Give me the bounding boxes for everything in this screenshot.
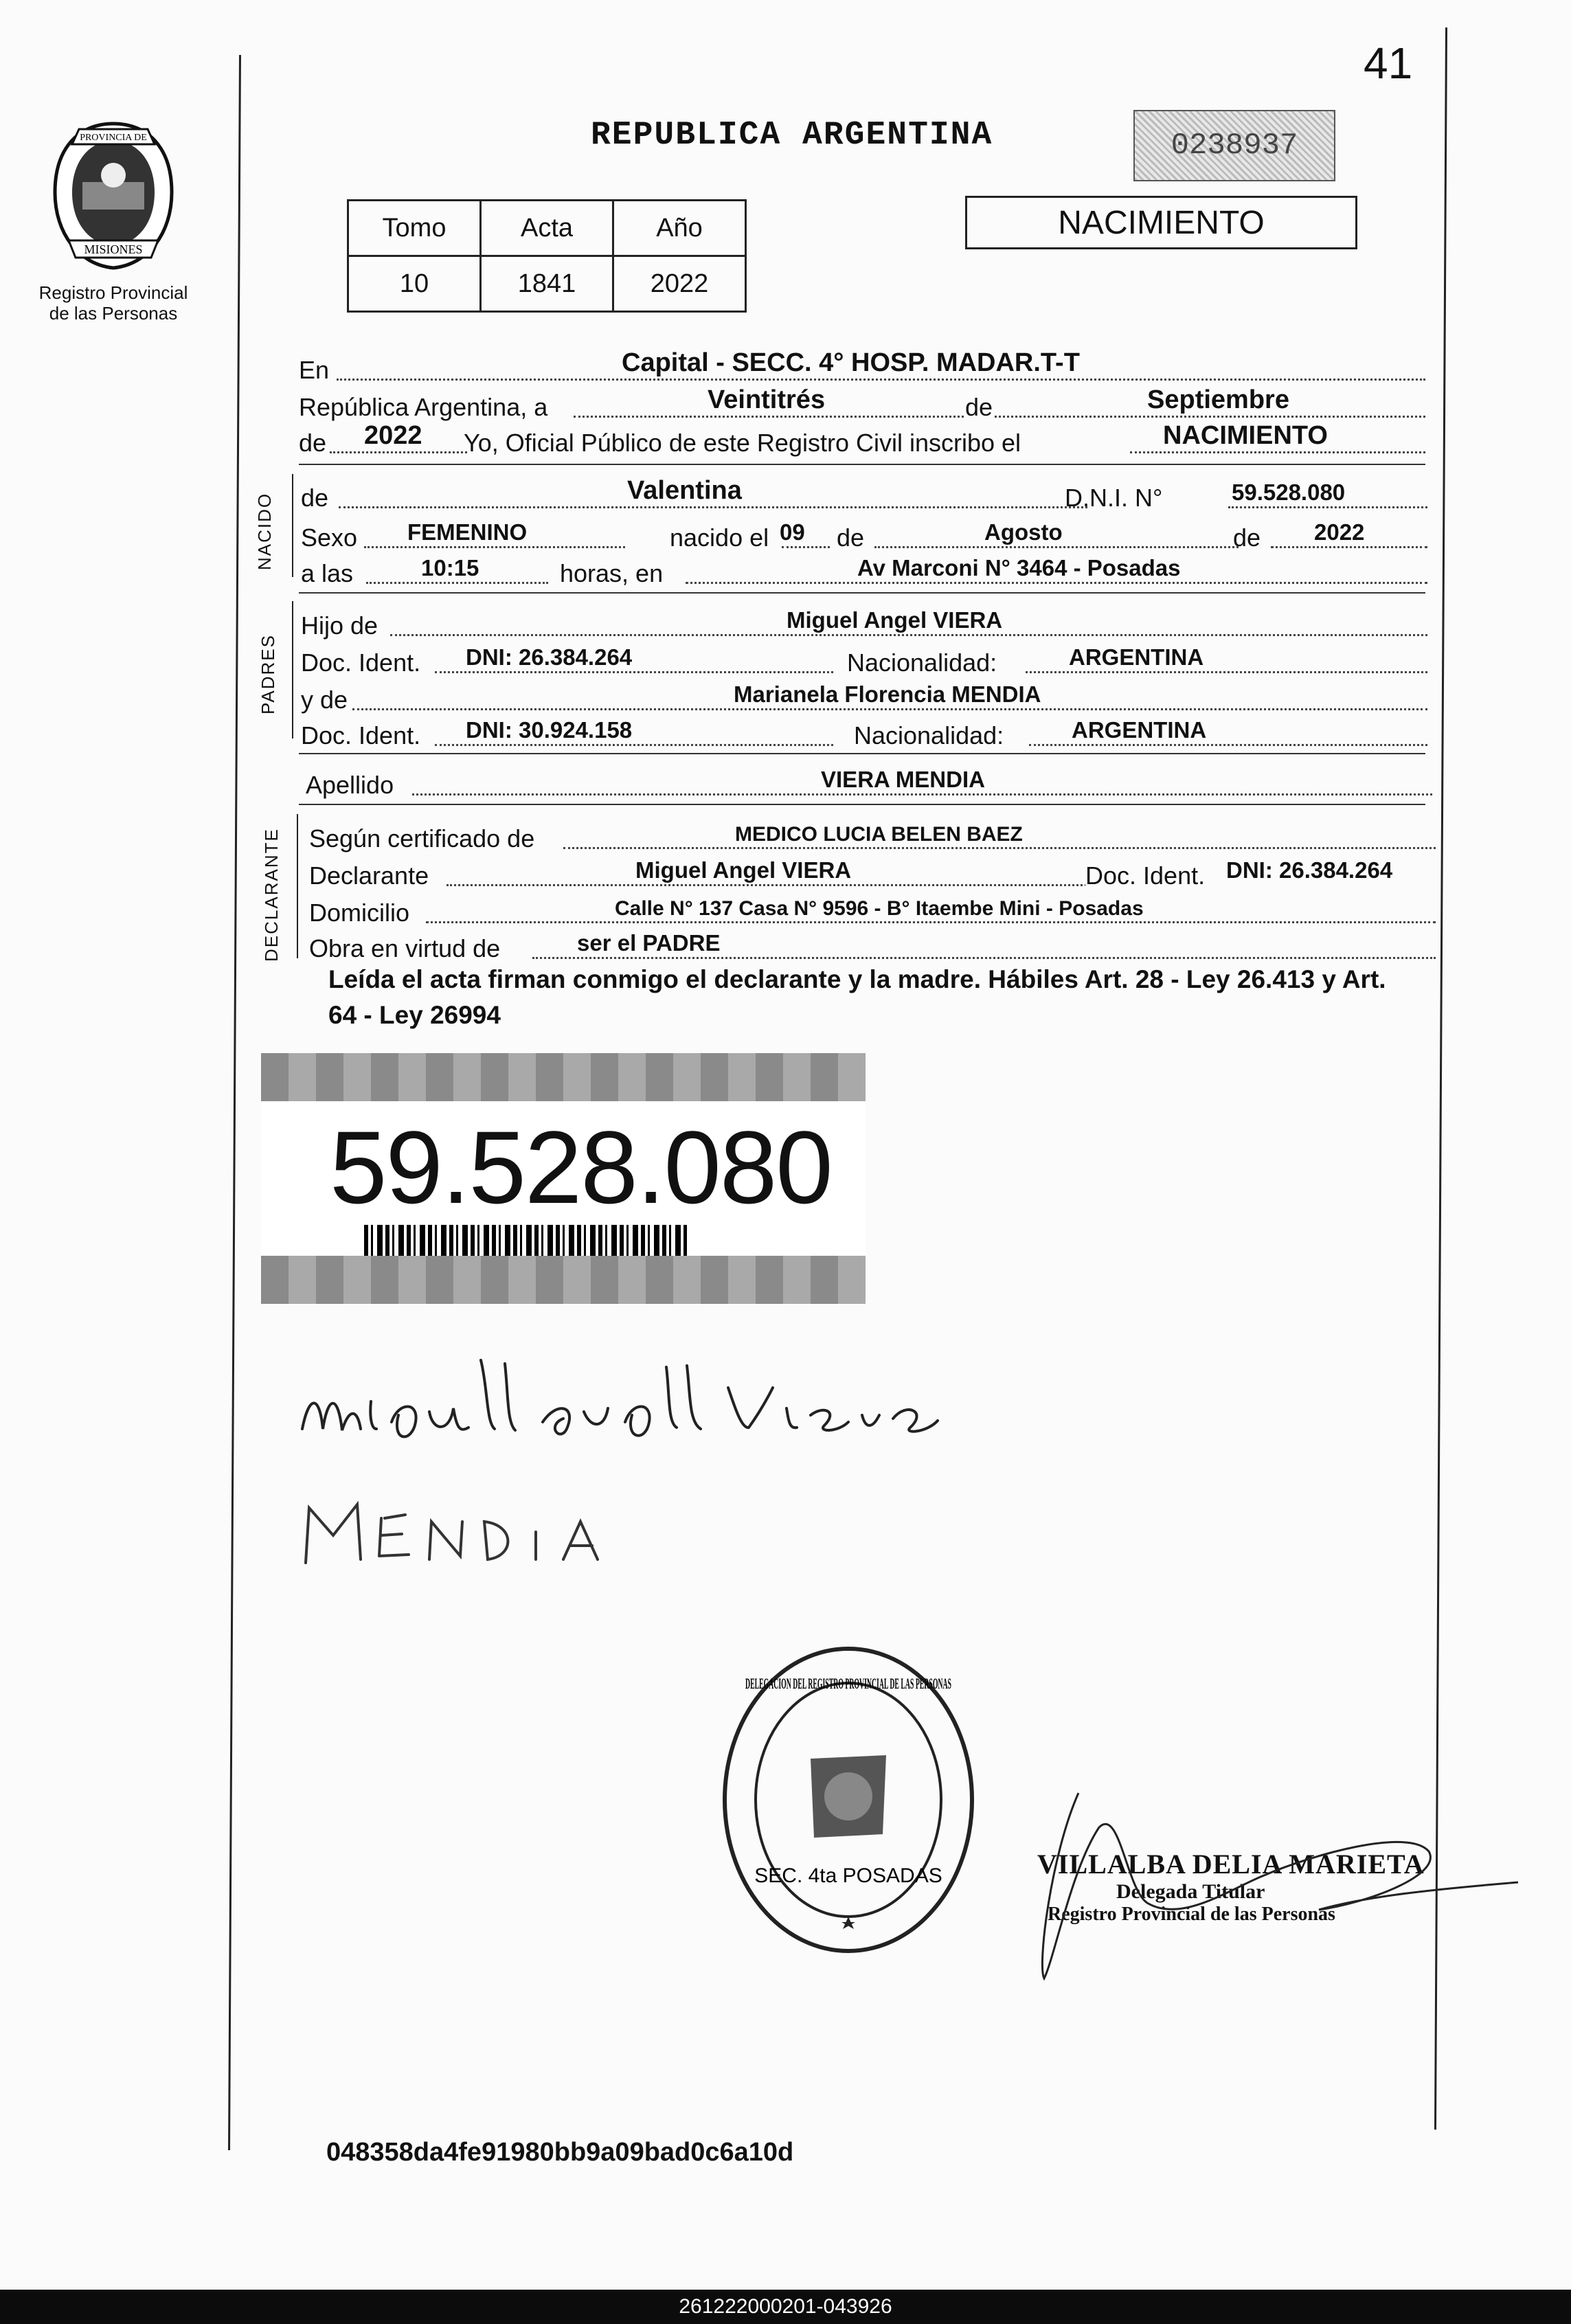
declarante-name: Miguel Angel VIERA bbox=[635, 857, 852, 883]
en-label: En bbox=[299, 356, 330, 384]
dotted-line bbox=[364, 546, 625, 548]
child-name: Valentina bbox=[627, 476, 742, 505]
row-en bbox=[299, 349, 1425, 385]
oficial-text: Yo, Oficial Público de este Registro Civil inscribo el bbox=[464, 429, 1021, 457]
official-name: VILLALBA DELIA MARIETA bbox=[1037, 1849, 1425, 1880]
logo-caption-line1: Registro Provincial bbox=[38, 282, 188, 303]
section-divider bbox=[299, 464, 1425, 465]
sticker-top-band bbox=[261, 1053, 866, 1101]
official-role: Delegada Titular bbox=[1116, 1880, 1265, 1903]
birth-place: Av Marconi N° 3464 - Posadas bbox=[857, 555, 1181, 580]
de-label-2: de bbox=[1233, 523, 1261, 552]
birth-month: Agosto bbox=[984, 519, 1063, 545]
row-declarante bbox=[309, 855, 1436, 890]
dotted-line bbox=[339, 506, 1087, 508]
acta-header: Acta bbox=[481, 201, 613, 256]
official-seal bbox=[718, 1642, 979, 1958]
dotted-line bbox=[337, 379, 1425, 381]
tomo-header: Tomo bbox=[348, 201, 481, 256]
row-father-doc bbox=[301, 642, 1427, 677]
y-de-label: y de bbox=[301, 686, 348, 714]
mother-name: Marianela Florencia MENDIA bbox=[734, 681, 1041, 707]
nacido-side-label: NACIDO bbox=[254, 492, 275, 570]
dotted-line bbox=[532, 957, 1436, 959]
anio-header: Año bbox=[613, 201, 746, 256]
en-value: Capital - SECC. 4° HOSP. MADAR.T-T bbox=[622, 348, 1080, 377]
row-nacido-name bbox=[301, 477, 1427, 512]
doc-ident-label: Doc. Ident. bbox=[301, 721, 421, 749]
emblem-bottom-text: MISIONES bbox=[84, 242, 143, 256]
doc-ident-label: Doc. Ident. bbox=[301, 648, 421, 677]
year-value: 2022 bbox=[364, 421, 422, 450]
legal-notice: Leída el acta firman conmigo el declarante y la madre. Hábiles Art. 28 - Ley 26.413 y Art. 64 - Ley 26994 bbox=[328, 965, 1386, 1029]
father-nationality: ARGENTINA bbox=[1069, 644, 1204, 670]
certificado-label: Según certificado de bbox=[309, 824, 535, 853]
dotted-line bbox=[1228, 506, 1427, 508]
obra-label: Obra en virtud de bbox=[309, 934, 501, 962]
row-sexo bbox=[301, 517, 1427, 552]
row-domicilio bbox=[309, 892, 1436, 927]
domicilio-label: Domicilio bbox=[309, 899, 410, 927]
nacionalidad-label: Nacionalidad: bbox=[847, 648, 997, 677]
hijo-label: Hijo de bbox=[301, 611, 378, 640]
declarante-bracket bbox=[297, 814, 298, 958]
seal-inner-text: SEC. 4ta POSADAS bbox=[754, 1864, 942, 1887]
acta-value: 1841 bbox=[481, 256, 613, 312]
father-doc: DNI: 26.384.264 bbox=[466, 644, 633, 670]
birth-day: 09 bbox=[780, 519, 805, 545]
year-prefix: de bbox=[299, 429, 327, 457]
doc-ident-label: Doc. Ident. bbox=[1085, 861, 1206, 890]
dotted-line bbox=[1029, 744, 1427, 746]
dotted-line bbox=[352, 708, 1427, 710]
de-label: de bbox=[965, 393, 993, 421]
dotted-line bbox=[412, 793, 1432, 796]
dotted-line bbox=[390, 634, 1427, 636]
official-signature bbox=[1024, 1786, 1532, 1992]
nacido-de-label: de bbox=[301, 484, 329, 512]
dotted-line bbox=[574, 416, 1425, 418]
de-label-1: de bbox=[837, 523, 865, 552]
dotted-line bbox=[330, 451, 467, 453]
dni-label: D.N.I. N° bbox=[1065, 484, 1163, 512]
tomo-value: 10 bbox=[348, 256, 481, 312]
logo-caption-line2: de las Personas bbox=[49, 303, 178, 324]
official-org: Registro Provincial de las Personas bbox=[1048, 1904, 1335, 1925]
sticker-number: 59.528.080 bbox=[330, 1109, 832, 1225]
declarant-signature bbox=[289, 1346, 969, 1456]
a-las-label: a las bbox=[301, 559, 354, 587]
registry-table bbox=[347, 199, 747, 313]
bottom-code-bar bbox=[0, 2290, 1571, 2324]
birth-time: 10:15 bbox=[421, 555, 479, 580]
nacido-el-label: nacido el bbox=[670, 523, 769, 552]
emblem-top-text: PROVINCIA DE bbox=[80, 133, 147, 143]
seal-ring-text: DELEGACION DEL REGISTRO PROVINCIAL DE LAS PERSONAS bbox=[745, 1675, 951, 1692]
serial-stamp: 0238937 bbox=[1133, 110, 1335, 181]
dotted-line bbox=[686, 582, 1427, 584]
horas-label: horas, en bbox=[560, 559, 664, 587]
apellido-value: VIERA MENDIA bbox=[821, 767, 985, 792]
row-hora bbox=[301, 552, 1427, 588]
mother-doc: DNI: 30.924.158 bbox=[466, 717, 633, 743]
father-name: Miguel Angel VIERA bbox=[787, 607, 1003, 633]
section-divider bbox=[299, 592, 1425, 594]
month-value: Septiembre bbox=[1147, 385, 1289, 414]
provincial-logo bbox=[34, 117, 192, 324]
declarante-label: Declarante bbox=[309, 861, 429, 890]
certificado-value: MEDICO LUCIA BELEN BAEZ bbox=[735, 823, 1023, 846]
row-oficial bbox=[299, 422, 1425, 458]
dotted-line bbox=[426, 921, 1436, 923]
republica-label: República Argentina, a bbox=[299, 393, 548, 421]
dotted-line bbox=[782, 546, 830, 548]
day-value: Veintitrés bbox=[708, 385, 826, 414]
row-certificado bbox=[309, 817, 1436, 853]
row-republica bbox=[299, 386, 1425, 422]
inscribe-value: NACIMIENTO bbox=[1163, 421, 1328, 450]
row-hijo bbox=[301, 605, 1427, 640]
dotted-line bbox=[563, 847, 1436, 849]
bottom-code: 261222000201-043926 bbox=[679, 2295, 892, 2318]
dni-sticker bbox=[261, 1053, 866, 1304]
row-obra bbox=[309, 927, 1436, 963]
left-margin-line bbox=[228, 55, 241, 2150]
page-number: 41 bbox=[1364, 38, 1413, 88]
dotted-line bbox=[435, 744, 833, 746]
document-type-box: NACIMIENTO bbox=[965, 196, 1357, 249]
apellido-label: Apellido bbox=[306, 771, 394, 799]
sexo-value: FEMENINO bbox=[407, 519, 528, 545]
dotted-line bbox=[447, 884, 1140, 886]
anio-value: 2022 bbox=[613, 256, 746, 312]
republic-title: REPUBLICA ARGENTINA bbox=[591, 117, 993, 154]
row-apellido bbox=[306, 764, 1432, 800]
nacionalidad-label: Nacionalidad: bbox=[854, 721, 1004, 749]
logo-caption bbox=[34, 282, 192, 324]
mother-signature bbox=[295, 1494, 611, 1577]
padres-side-label: PADRES bbox=[258, 634, 278, 714]
row-mother bbox=[301, 679, 1427, 714]
row-mother-doc bbox=[301, 714, 1427, 750]
padres-bracket bbox=[292, 601, 293, 738]
nacido-bracket bbox=[292, 474, 293, 577]
declarante-side-label: DECLARANTE bbox=[261, 828, 282, 962]
dotted-line bbox=[1130, 451, 1425, 453]
birth-year: 2022 bbox=[1314, 519, 1365, 545]
dotted-line bbox=[874, 546, 1239, 548]
dotted-line bbox=[1026, 671, 1427, 673]
dotted-line bbox=[435, 671, 833, 673]
sticker-bottom-band bbox=[261, 1256, 866, 1304]
misiones-emblem-icon bbox=[45, 117, 182, 275]
section-divider bbox=[299, 804, 1425, 805]
domicilio-value: Calle N° 137 Casa N° 9596 - B° Itaembe Mini - Posadas bbox=[615, 897, 1144, 920]
child-dni: 59.528.080 bbox=[1232, 480, 1346, 505]
document-hash: 048358da4fe91980bb9a09bad0c6a10d bbox=[326, 2138, 794, 2167]
dotted-line bbox=[1271, 546, 1427, 548]
declarante-doc: DNI: 26.384.264 bbox=[1226, 857, 1393, 883]
sexo-label: Sexo bbox=[301, 523, 358, 552]
dotted-line bbox=[366, 582, 548, 584]
obra-value: ser el PADRE bbox=[577, 930, 721, 956]
mother-nationality: ARGENTINA bbox=[1072, 717, 1207, 743]
section-divider bbox=[299, 753, 1425, 754]
